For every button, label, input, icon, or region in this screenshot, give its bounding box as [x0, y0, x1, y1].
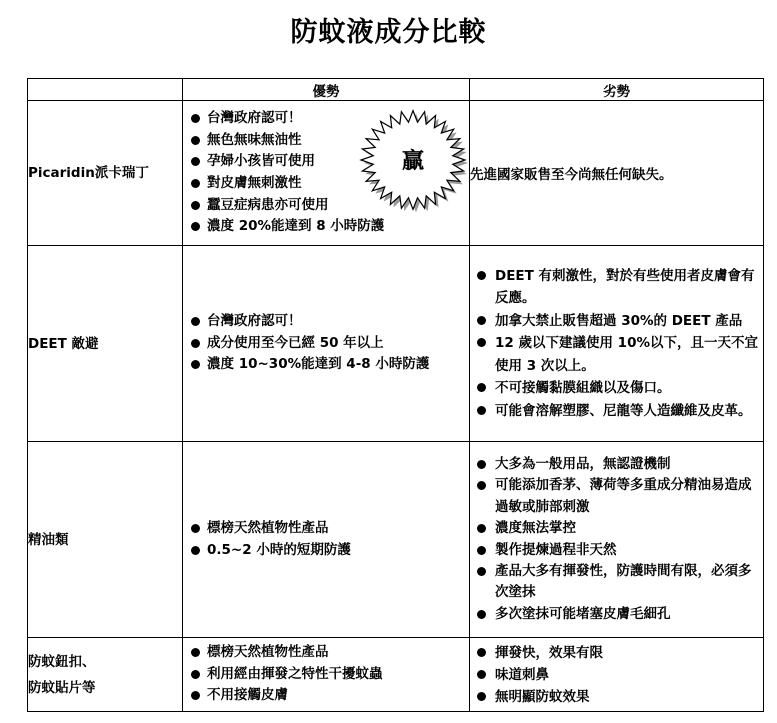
row-item-name-line1: 防蚊鈕扣、	[28, 653, 96, 670]
list-item: 大多為一般用品，無認證機制	[476, 454, 763, 475]
list-item: 標榜天然植物性產品	[190, 518, 469, 540]
table-header-row	[28, 79, 764, 101]
comparison-table	[27, 78, 764, 712]
list-item: 製作提煉過程非天然	[476, 540, 763, 561]
page-title: 防蚊液成分比較	[290, 17, 487, 48]
starburst-badge-icon	[354, 104, 472, 214]
list-item: DEET 有刺激性，對於有些使用者皮膚會有反應。	[476, 265, 763, 310]
header-disadvantages: 劣勢	[470, 79, 764, 101]
disadvantages-list	[470, 454, 763, 625]
list-item: 產品大多有揮發性，防護時間有限，必須多次塗抹	[476, 561, 763, 604]
list-item: 濃度 20%能達到 8 小時防護	[190, 216, 469, 238]
advantages-cell	[183, 101, 470, 246]
disadvantages-list	[470, 265, 763, 423]
list-item: 0.5~2 小時的短期防護	[190, 540, 469, 562]
list-item: 孕婦小孩皆可使用	[190, 151, 469, 173]
list-item: 利用經由揮發之特性干擾蚊蟲	[190, 664, 469, 686]
list-item: 12 歲以下建議使用 10%以下，且一天不宜使用 3 次以上。	[476, 332, 763, 377]
advantages-list	[183, 642, 469, 707]
list-item: 無色無味無油性	[190, 130, 469, 152]
disadvantages-cell	[470, 442, 764, 638]
list-item: 可能會溶解塑膠、尼龍等人造纖維及皮革。	[476, 400, 763, 423]
list-item: 不用接觸皮膚	[190, 685, 469, 707]
list-item: 不可接觸黏膜組織以及傷口。	[476, 377, 763, 400]
list-item: 濃度無法掌控	[476, 518, 763, 539]
row-item-name: 精油類	[28, 442, 183, 638]
header-item	[28, 79, 183, 101]
badge-text	[354, 104, 472, 214]
advantages-cell	[183, 246, 470, 442]
row-item-name	[28, 638, 183, 712]
table-row-deet	[28, 246, 764, 442]
table-row-patches	[28, 638, 764, 712]
disadvantages-list	[470, 642, 763, 708]
list-item: 標榜天然植物性產品	[190, 642, 469, 664]
advantages-list	[183, 518, 469, 561]
row-item-name-line2: 防蚊貼片等	[28, 679, 96, 696]
header-advantages: 優勢	[183, 79, 470, 101]
list-item: 味道刺鼻	[476, 664, 763, 686]
list-item: 蠶豆症病患亦可使用	[190, 195, 469, 217]
disadvantages-cell	[470, 246, 764, 442]
advantages-list	[183, 311, 469, 376]
list-item: 成分使用至今已經 50 年以上	[190, 333, 469, 355]
list-item: 揮發快，效果有限	[476, 642, 763, 664]
row-item-name: DEET 敵避	[28, 246, 183, 442]
list-item: 無明顯防蚊效果	[476, 686, 763, 708]
advantages-cell	[183, 638, 470, 712]
disadvantages-cell	[470, 638, 764, 712]
row-item-name: Picaridin派卡瑞丁	[28, 101, 183, 246]
disadvantages-cell: 先進國家販售至今尚無任何缺失。	[470, 101, 764, 246]
table-row-picaridin	[28, 101, 764, 246]
badge-label: 贏	[401, 149, 424, 174]
list-item: 台灣政府認可！	[190, 311, 469, 333]
list-item: 濃度 10~30%能達到 4-8 小時防護	[190, 354, 469, 376]
table-row-essential-oil	[28, 442, 764, 638]
list-item: 可能添加香茅、薄荷等多重成分精油易造成過敏或肺部刺激	[476, 475, 763, 518]
list-item: 多次塗抹可能堵塞皮膚毛細孔	[476, 604, 763, 625]
list-item: 台灣政府認可！	[190, 108, 469, 130]
list-item: 加拿大禁止販售超過 30%的 DEET 產品	[476, 310, 763, 333]
list-item: 對皮膚無刺激性	[190, 173, 469, 195]
advantages-cell	[183, 442, 470, 638]
